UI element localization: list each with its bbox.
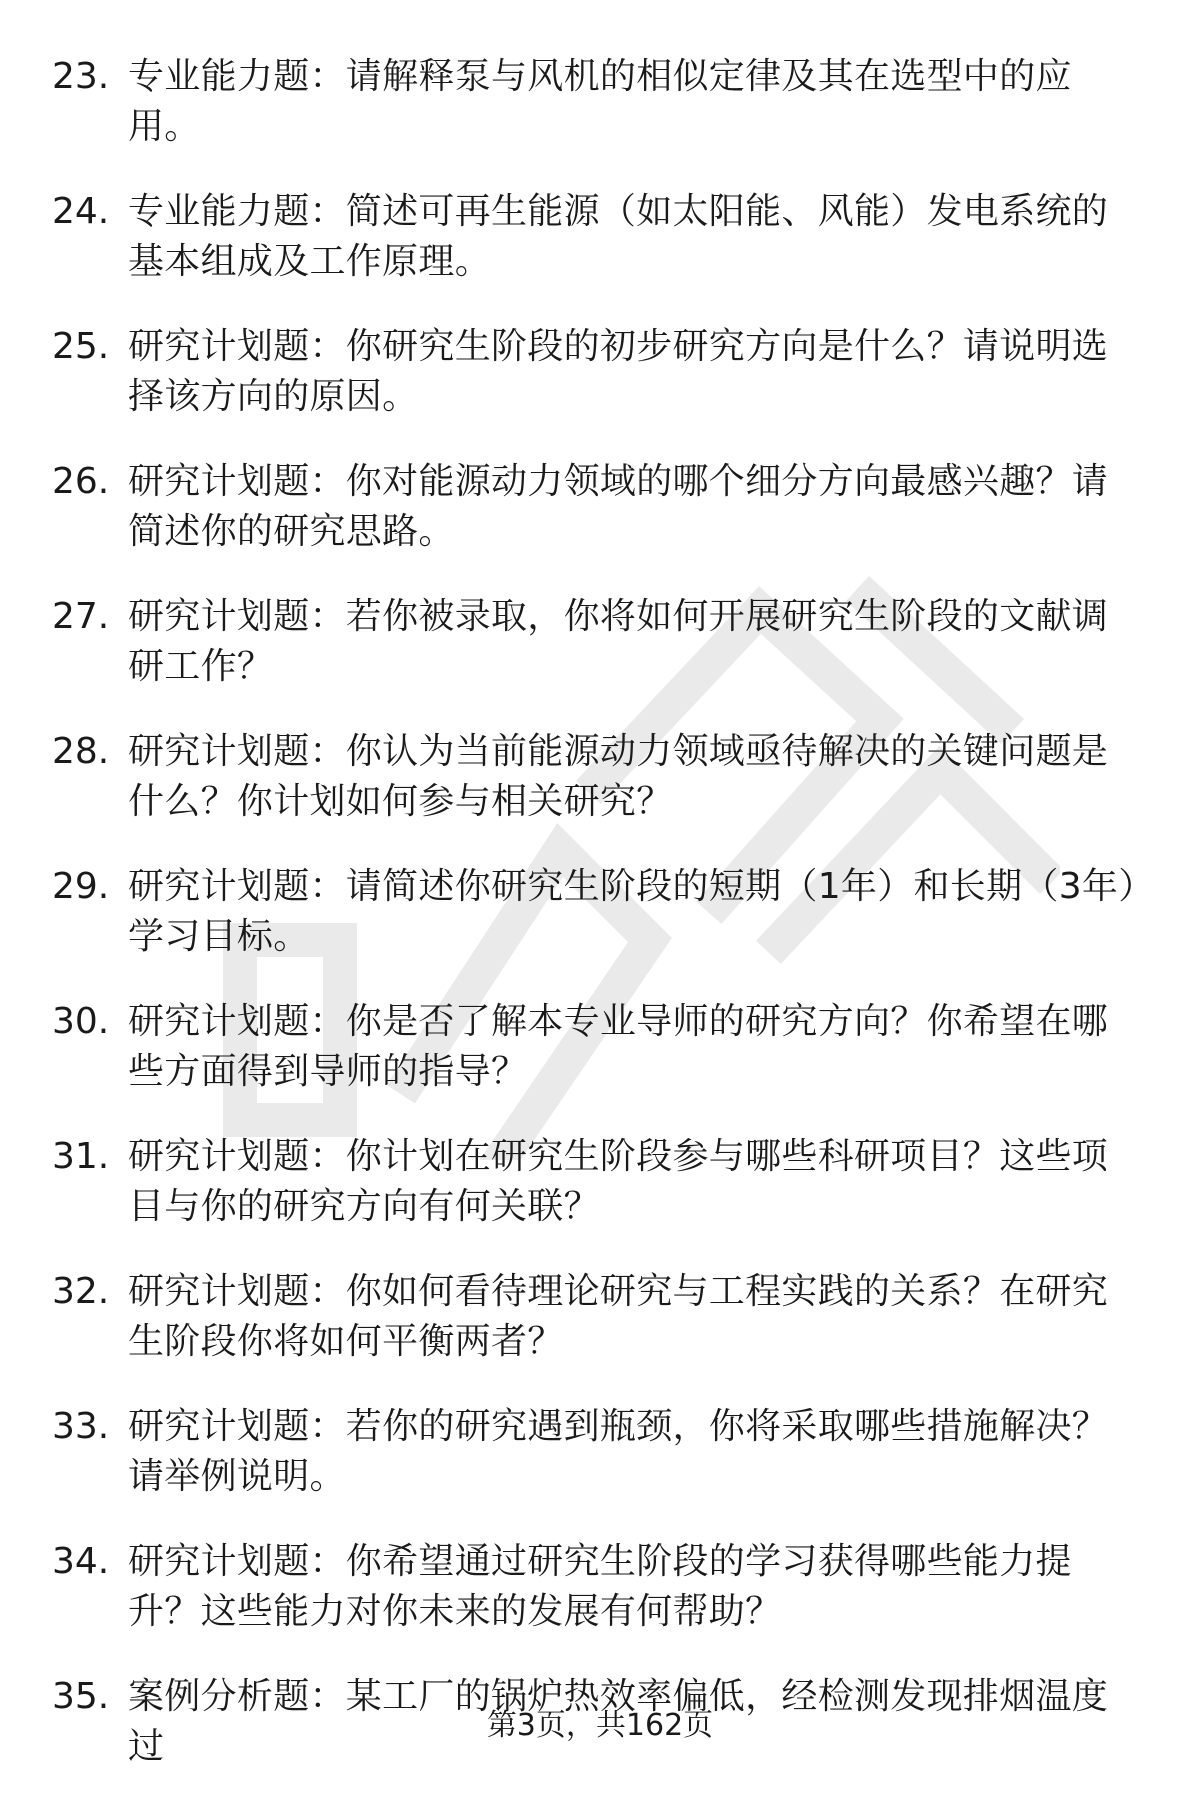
list-item [0,997,1200,1097]
page-number-label: 第3页，共162页 [486,1708,714,1743]
question-number: 24. [52,191,110,232]
list-item [0,862,1200,962]
question-number: 26. [52,461,110,502]
question-text: 研究计划题：你是否了解本专业导师的研究方向？你希望在哪些方面得到导师的指导？ [128,1001,1109,1092]
list-item [0,322,1200,422]
list-item [0,592,1200,692]
question-text: 研究计划题：你希望通过研究生阶段的学习获得哪些能力提升？这些能力对你未来的发展有何帮助？ [128,1541,1072,1632]
question-number: 28. [52,731,110,772]
question-text: 研究计划题：你对能源动力领域的哪个细分方向最感兴趣？请简述你的研究思路。 [128,461,1109,552]
list-item [0,457,1200,557]
question-number: 23. [52,56,110,97]
question-number: 29. [52,866,110,907]
question-text: 研究计划题：你认为当前能源动力领域亟待解决的关键问题是什么？你计划如何参与相关研究？ [128,731,1109,822]
question-text: 研究计划题：你如何看待理论研究与工程实践的关系？在研究生阶段你将如何平衡两者？ [128,1271,1109,1362]
list-item [0,1267,1200,1367]
question-number: 27. [52,596,110,637]
question-number: 31. [52,1136,110,1177]
question-number: 33. [52,1406,110,1447]
question-text: 研究计划题：若你被录取，你将如何开展研究生阶段的文献调研工作？ [128,596,1109,687]
question-text: 研究计划题：你研究生阶段的初步研究方向是什么？请说明选择该方向的原因。 [128,326,1109,417]
question-text: 研究计划题：若你的研究遇到瓶颈，你将采取哪些措施解决？请举例说明。 [128,1406,1109,1497]
list-item [0,52,1200,152]
question-number: 30. [52,1001,110,1042]
list-item [0,1132,1200,1232]
question-text: 专业能力题：请解释泵与风机的相似定律及其在选型中的应用。 [128,56,1072,147]
list-item [0,187,1200,287]
question-list [0,52,1200,1807]
question-text: 专业能力题：简述可再生能源（如太阳能、风能）发电系统的基本组成及工作原理。 [128,191,1109,282]
question-number: 35. [52,1676,110,1717]
list-item [0,1402,1200,1502]
question-number: 25. [52,326,110,367]
question-number: 32. [52,1271,110,1312]
question-text: 研究计划题：你计划在研究生阶段参与哪些科研项目？这些项目与你的研究方向有何关联？ [128,1136,1109,1227]
question-text: 研究计划题：请简述你研究生阶段的短期（1年）和长期（3年）学习目标。 [128,866,1137,957]
list-item [0,1537,1200,1637]
page-footer [0,1706,1200,1746]
list-item [0,727,1200,827]
question-number: 34. [52,1541,110,1582]
question-text: 案例分析题：某工厂的锅炉热效率偏低，经检测发现排烟温度过 [128,1676,1109,1767]
